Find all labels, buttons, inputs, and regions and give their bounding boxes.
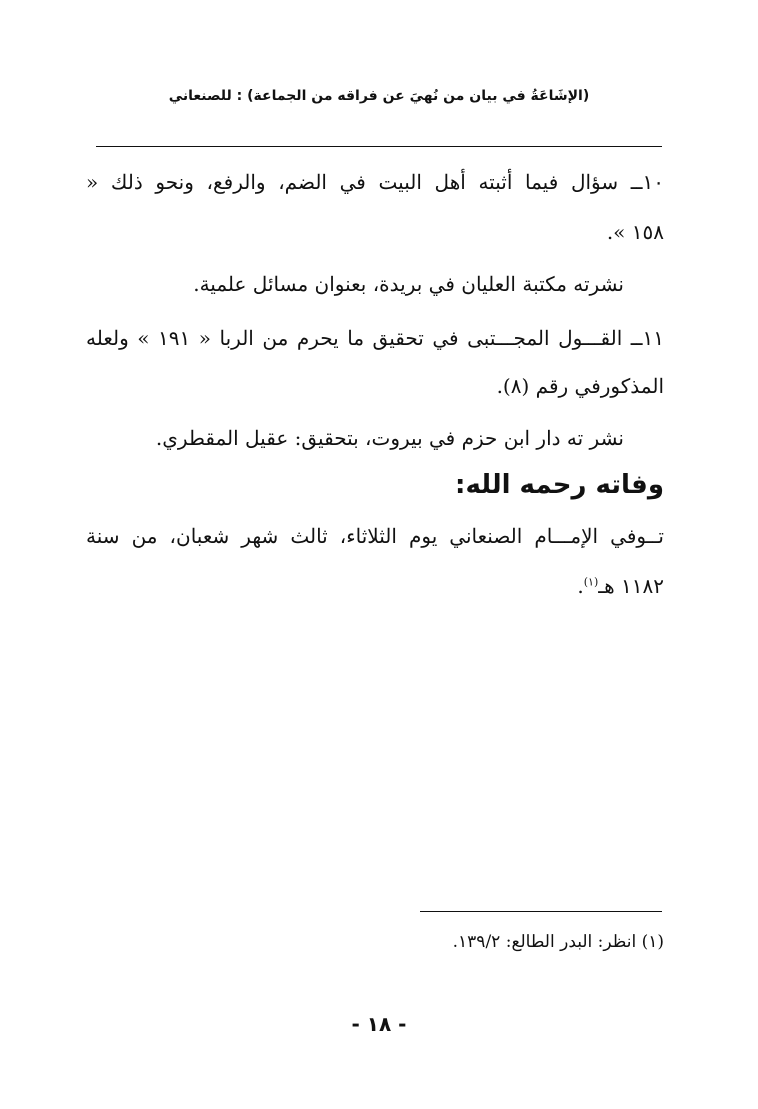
death-paragraph-line-1: تــوفي الإمـــام الصنعاني يوم الثلاثاء، ثالث شهر شعبان، من سنة [86,524,664,548]
death-sentence-end: . [577,574,584,598]
running-header-title: (الإشَاعَةُ في بيان من نُهيَ عن فراقه من الجماعة) : للصنعاني [168,88,590,104]
footnote-divider [420,911,662,912]
header-divider [96,146,662,147]
death-paragraph-line-2 [86,572,664,600]
entry-11-publication-note: نشر ته دار ابن حزم في بيروت، بتحقيق: عقيل المقطري. [155,426,624,450]
entry-10-line-1: ١٠ــ سؤال فيما أثبته أهل البيت في الضم، والرفع، ونحو ذلك « [86,170,664,194]
entry-11-line-2: المذكورفي رقم (٨). [496,374,664,398]
death-year-text: ١١٨٢ هـ [598,574,664,598]
footnote-marker: (١) [583,575,599,589]
entry-10-line-2: ١٥٨ ». [606,220,664,244]
page-number: - ١٨ - [351,1012,407,1036]
entry-11-line-1: ١١ــ القـــول المجـــتبى في تحقيق ما يحرم من الربا « ١٩١ » ولعله [86,326,664,350]
entry-10-publication-note: نشرته مكتبة العليان في بريدة، بعنوان مسائل علمية. [193,272,624,296]
footnote-text: (١) انظر: البدر الطالع: ١٣٩/٢. [452,932,664,952]
section-heading-death: وفاته رحمه الله: [455,470,664,500]
